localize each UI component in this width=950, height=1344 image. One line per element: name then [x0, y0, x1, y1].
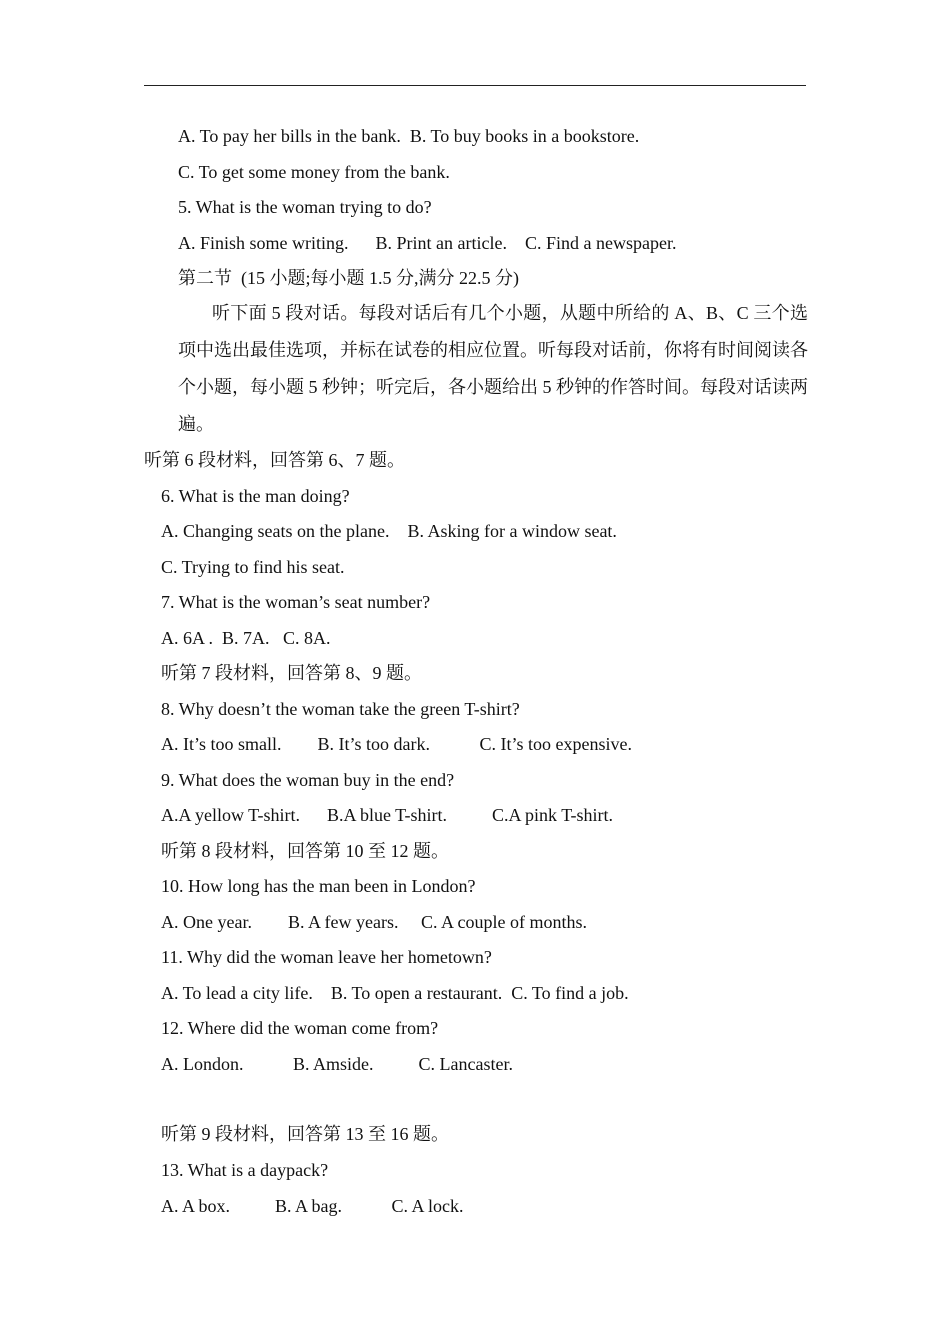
section-heading: 第二节 (15 小题;每小题 1.5 分,满分 22.5 分)	[178, 268, 519, 288]
question-13: 13. What is a daypack?	[161, 1160, 329, 1180]
material-heading: 听第 9 段材料，回答第 13 至 16 题。	[161, 1124, 449, 1144]
option-line: A. One year. B. A few years. C. A couple of months.	[161, 912, 587, 932]
question-10: 10. How long has the man been in London?	[161, 876, 476, 896]
question-12: 12. Where did the woman come from?	[161, 1018, 439, 1038]
option-line: A. To pay her bills in the bank. B. To buy books in a bookstore.	[178, 126, 640, 146]
instructions-paragraph: 听下面 5 段对话。每段对话后有几个小题，从题中所给的 A、B、C 三个选项中选出最佳选项，并标在试卷的相应位置。听每段对话前，你将有时间阅读各个小题，每小题 5 秒钟；听完后，各小题给出 5 秒钟的作答时间。每段对话读两遍。	[178, 303, 808, 434]
material-heading: 听第 6 段材料，回答第 6、7 题。	[144, 450, 405, 470]
material-heading: 听第 7 段材料，回答第 8、9 题。	[161, 663, 422, 683]
header-rule	[144, 85, 806, 86]
material-heading: 听第 8 段材料，回答第 10 至 12 题。	[161, 841, 449, 861]
question-9: 9. What does the woman buy in the end?	[161, 770, 455, 790]
option-line: C. Trying to find his seat.	[161, 557, 345, 577]
option-line: C. To get some money from the bank.	[178, 162, 450, 182]
option-line: A. It’s too small. B. It’s too dark. C. It’s too expensive.	[161, 734, 632, 754]
question-6: 6. What is the man doing?	[161, 486, 350, 506]
option-line: A. Changing seats on the plane. B. Asking for a window seat.	[161, 521, 617, 541]
question-11: 11. Why did the woman leave her hometown?	[161, 947, 492, 967]
question-8: 8. Why doesn’t the woman take the green T-shirt?	[161, 699, 520, 719]
option-line: A. A box. B. A bag. C. A lock.	[161, 1196, 464, 1216]
option-line: A. Finish some writing. B. Print an article. C. Find a newspaper.	[178, 233, 677, 253]
option-line: A. London. B. Amside. C. Lancaster.	[161, 1054, 513, 1074]
option-line: A. To lead a city life. B. To open a restaurant. C. To find a job.	[161, 983, 629, 1003]
question-5: 5. What is the woman trying to do?	[178, 197, 432, 217]
question-7: 7. What is the woman’s seat number?	[161, 592, 431, 612]
option-line: A.A yellow T-shirt. B.A blue T-shirt. C.A pink T-shirt.	[161, 805, 614, 825]
option-line: A. 6A . B. 7A. C. 8A.	[161, 628, 331, 648]
